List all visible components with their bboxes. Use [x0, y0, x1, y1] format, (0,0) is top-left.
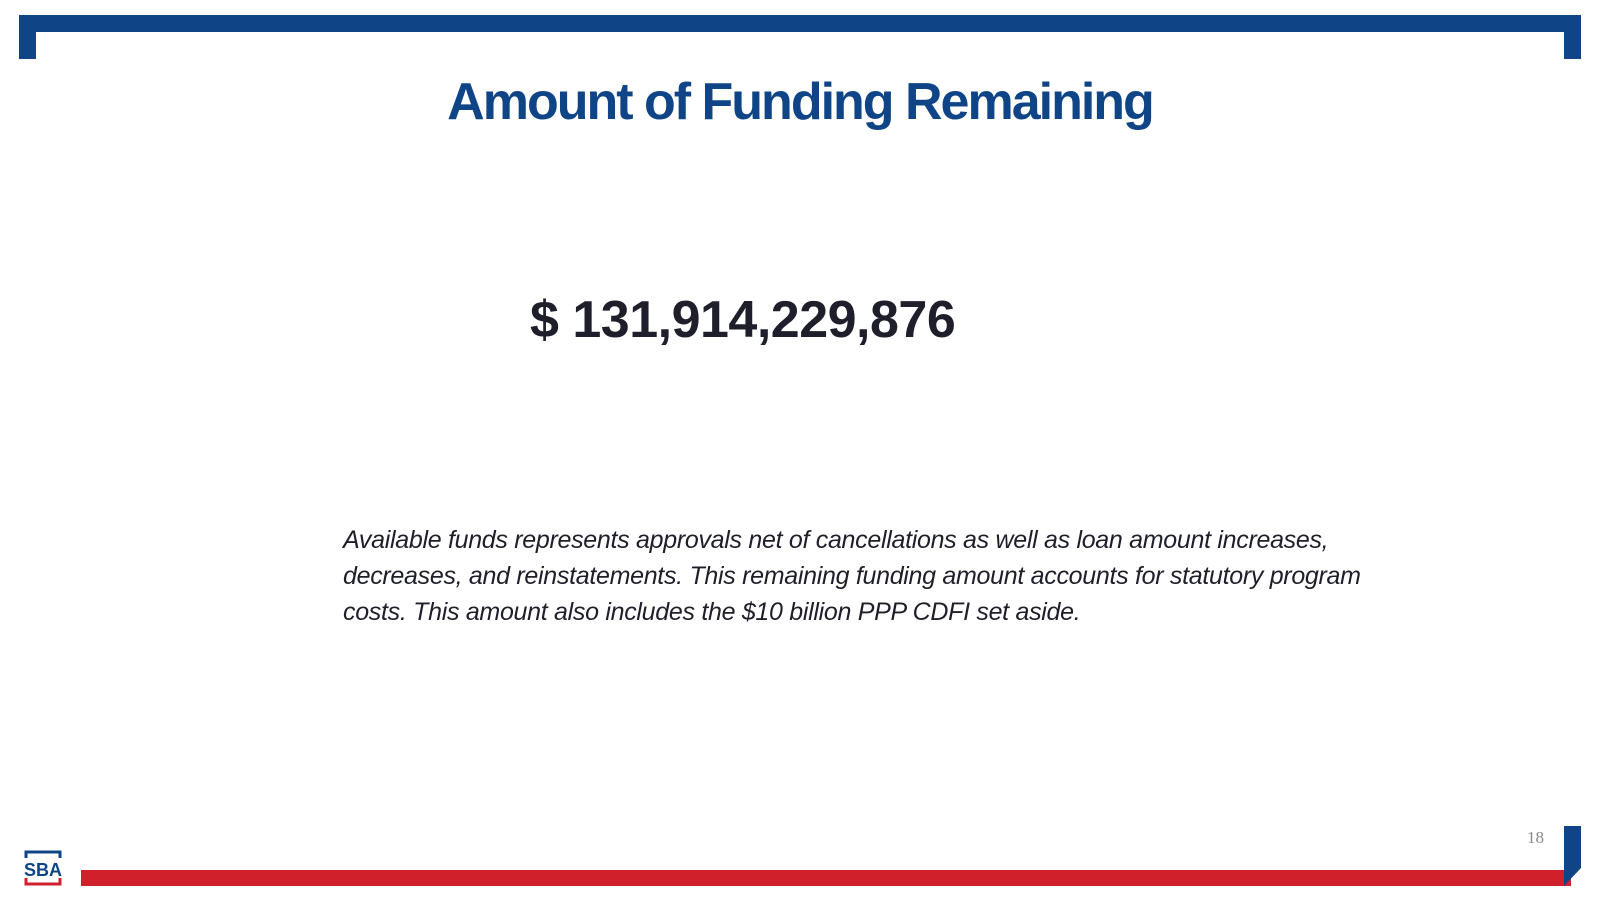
sba-logo-icon: [18, 848, 68, 888]
sba-logo-text: SBA: [23, 860, 63, 880]
funding-amount: $ 131,914,229,876: [530, 291, 956, 349]
bottom-right-corner: [1564, 826, 1581, 886]
top-frame-bar: [19, 15, 1581, 32]
funding-note: Available funds represents approvals net of cancellations as well as loan amount increases, decreases, and reinstatements. This remaining funding amount accounts for statutory program costs. This amount also includes the $10 billion PPP CDFI set aside.: [343, 526, 1361, 626]
slide-title: Amount of Funding Remaining: [447, 73, 1153, 131]
top-frame-left-corner: [19, 15, 36, 59]
top-frame-right-corner: [1564, 15, 1581, 59]
bottom-red-bar: [81, 870, 1571, 886]
page-number: 18: [1527, 828, 1544, 847]
